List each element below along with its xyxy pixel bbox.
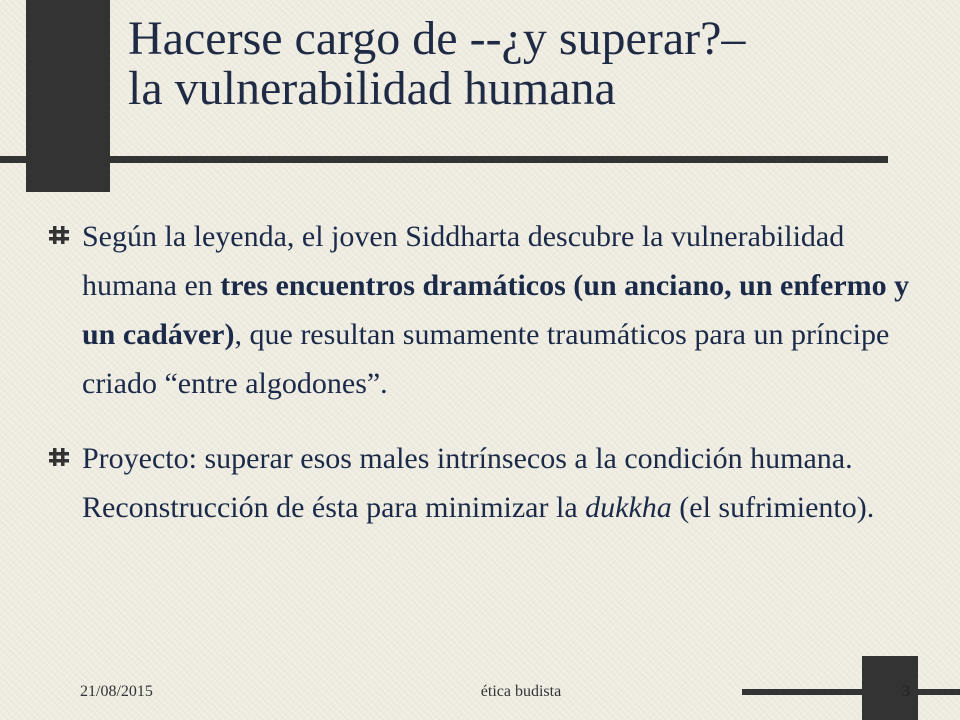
hash-bullet-icon xyxy=(48,224,70,246)
bullet-text-2 xyxy=(82,442,874,524)
title-underline-rule xyxy=(0,156,888,163)
bullet-2-text-c: (el sufrimiento). xyxy=(671,491,875,524)
bullet-2-text-italic: dukkha xyxy=(585,491,672,524)
bullet-item-2 xyxy=(40,434,920,532)
bullet-2-text-a: Proyecto: superar esos males intrínsecos a la condición humana. Reconstrucción de ésta para minimizar la xyxy=(82,442,853,524)
bullet-1-text-bold: tres encuentros dramáticos (un anciano, un enfermo y un cadáver) xyxy=(82,269,910,351)
bullet-list xyxy=(40,212,920,558)
footer-title: ética budista xyxy=(480,683,562,700)
bullet-item-1 xyxy=(40,212,920,408)
bullet-1-text-a: Según la leyenda, el joven Siddharta descubre la vulnerabilidad humana en xyxy=(82,220,845,302)
bullet-1-text-c: , que resultan sumamente traumáticos para un príncipe criado “entre algodones”. xyxy=(82,318,890,400)
slide-title xyxy=(128,14,928,114)
page-number: 3 xyxy=(902,683,910,700)
title-line-1: Hacerse cargo de --¿y superar?– xyxy=(128,12,746,65)
footer-date: 21/08/2015 xyxy=(80,683,153,700)
footer-rule xyxy=(742,689,960,695)
title-line-2: la vulnerabilidad humana xyxy=(128,62,616,115)
hash-bullet-icon xyxy=(48,446,70,468)
title-decoration-block xyxy=(26,0,110,192)
bullet-text-1 xyxy=(82,220,909,400)
